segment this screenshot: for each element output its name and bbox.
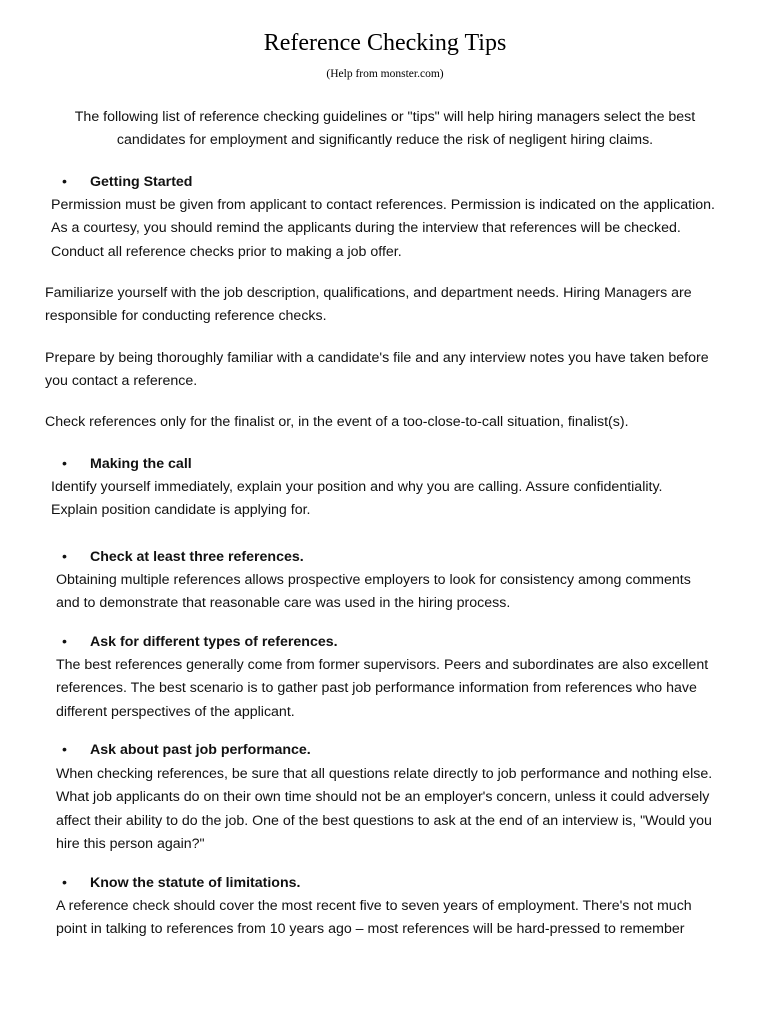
different-types-body: The best references generally come from former supervisors. Peers and subordinates are also excellent references. The best scenario is to gather past job performance information from references who have different perspectives of the applicant. xyxy=(56,657,709,720)
three-references-body: Obtaining multiple references allows prospective employers to look for consistency among comments and to demonstrate that reasonable care was used in the hiring process. xyxy=(56,572,691,612)
statute-body: A reference check should cover the most recent five to seven years of employment. There's not much point in talking to references from 10 years ago – most references will be hard-pressed to remember xyxy=(56,898,692,938)
bullet-icon: • xyxy=(62,742,67,758)
bullet-icon: • xyxy=(62,634,67,650)
familiarize-paragraph: Familiarize yourself with the job description, qualifications, and department needs. Hiring Managers are responsible for conducting reference checks. xyxy=(45,285,692,325)
getting-started-body: Permission must be given from applicant to contact references. Permission is indicated on the application. As a courtesy, you should remind the applicants during the interview that references will be checked. Conduct all reference checks prior to making a job offer. xyxy=(51,197,715,260)
bullet-icon: • xyxy=(62,174,67,190)
making-call-body: Identify yourself immediately, explain your position and why you are calling. Assure confidentiality. Explain position candidate is applying for. xyxy=(51,479,663,519)
intro-paragraph: The following list of reference checking guidelines or "tips" will help hiring managers select the best candidates for employment and significantly reduce the risk of negligent hiring claims. xyxy=(74,109,696,149)
prepare-paragraph: Prepare by being thoroughly familiar with a candidate's file and any interview notes you have taken before you contact a reference. xyxy=(45,350,709,390)
past-performance-body: When checking references, be sure that all questions relate directly to job performance and nothing else. What job applicants do on their own time should not be an employer's concern, unless it could adversely affect their ability to do the job. One of the best questions to ask at the end of an interview is, "Would you hire this person again?" xyxy=(56,766,713,852)
bullet-icon: • xyxy=(62,875,67,891)
section-heading: Ask for different types of references. xyxy=(90,634,338,650)
page-title: Reference Checking Tips xyxy=(263,30,507,56)
section-heading: Ask about past job performance. xyxy=(90,742,311,758)
section-heading: Making the call xyxy=(90,456,192,472)
bullet-icon: • xyxy=(62,549,67,565)
section-heading: Check at least three references. xyxy=(90,549,304,565)
section-heading: Know the statute of limitations. xyxy=(90,875,301,891)
finalist-paragraph: Check references only for the finalist or, in the event of a too-close-to-call situation, finalist(s). xyxy=(45,414,629,430)
section-heading: Getting Started xyxy=(90,174,193,190)
page-subtitle: (Help from monster.com) xyxy=(326,68,444,80)
bullet-icon: • xyxy=(62,456,67,472)
